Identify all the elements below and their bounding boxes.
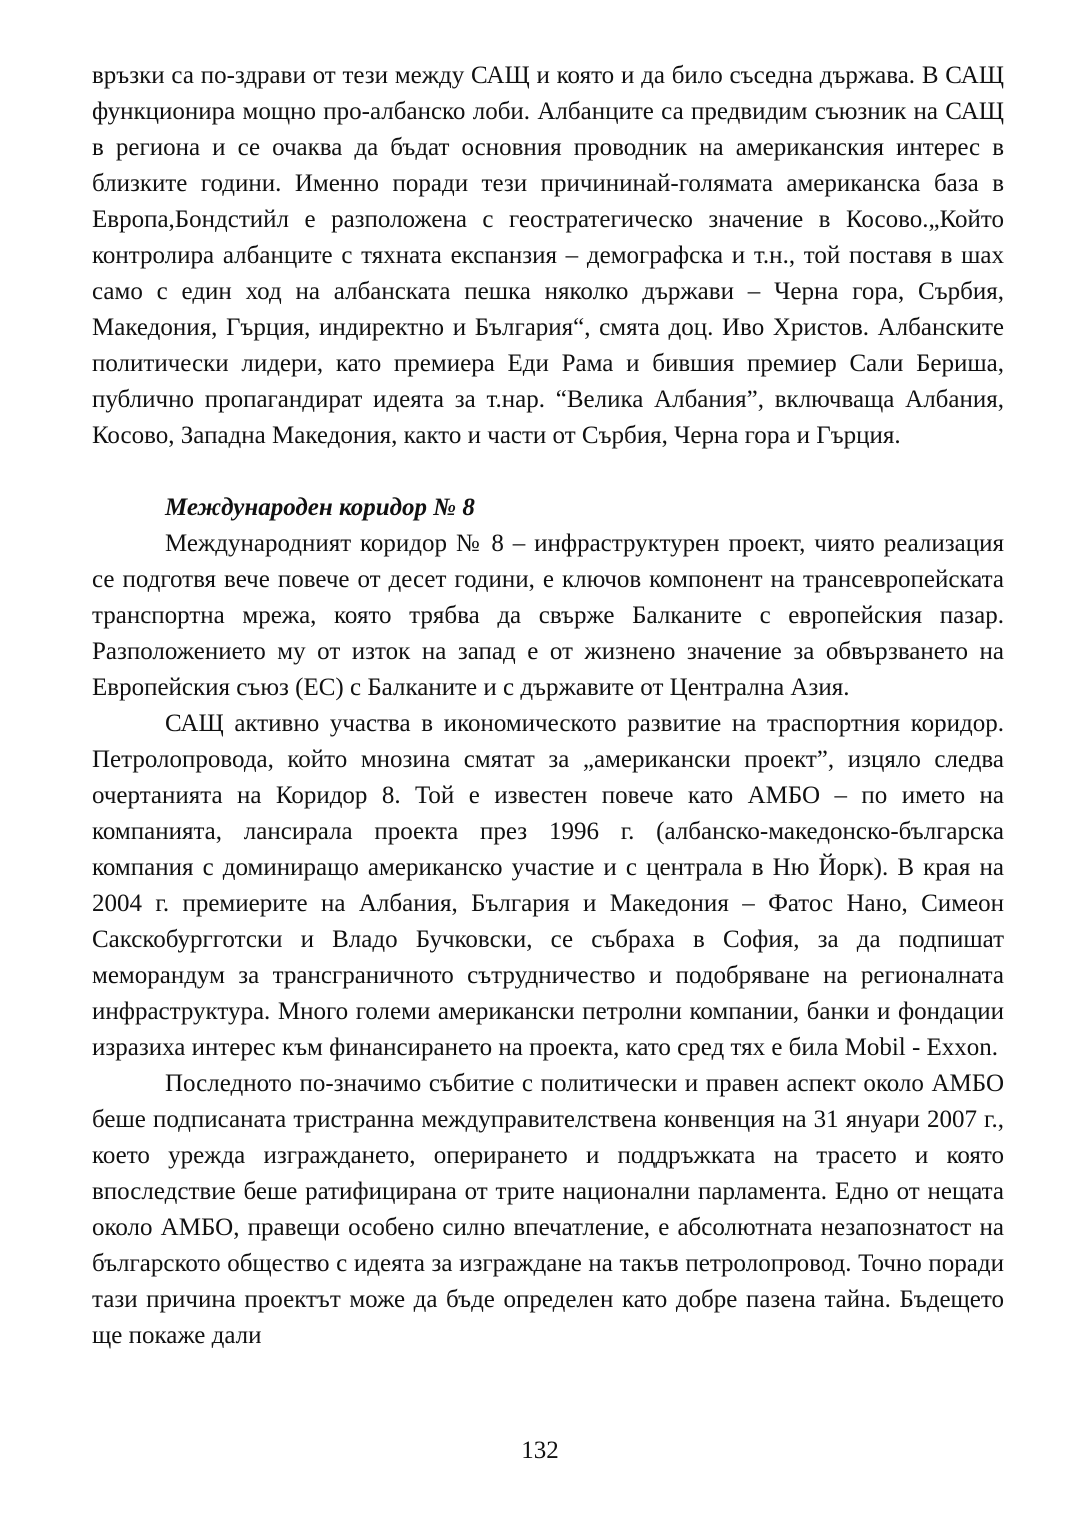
paragraph-corridor-intro: Международният коридор № 8 – инфраструктурен проект, чиято реализация се подготвя вече повече от десет години, е ключов компонент на трансевропейската транспортна мрежа, която трябва да свърже Балканите с европейския пазар. Разположението му от изток на запад е от жизнено значение за обвързването на Европейския съюз (ЕС) с Балканите и с държавите от Централна Азия. (92, 530, 1004, 701)
section-heading: Международен коридор № 8 (165, 494, 475, 521)
paragraph-albania-lobby: връзки са по-здрави от тези между САЩ и която и да било съседна държава. В САЩ функционира мощно про-албанско лоби. Албанците са предвидим съюзник на САЩ в региона и се очаква да бъдат основния проводник на американския интерес в близките години. Именно поради тези причининай-голямата американска база в Европа,Бондстийл е разположена с геостратегическо значение в Косово.„Който контролира албанците с тяхната експанзия – демографска и т.н., той поставя в шах само с един ход на албанската пешка няколко държави – Черна гора, Сърбия, Македония, Гърция, индиректно и България“, смята доц. Иво Христов. Албанските политически лидери, като премиера Еди Рама и бившия премиер Сали Бериша, публично пропагандират идеята за т.нар. “Велика Албания”, включваща Албания, Косово, Западна Македония, както и части от Сърбия, Черна гора и Гърция. (92, 62, 1004, 449)
paragraph-ambo-convention: Последното по-значимо събитие с политически и правен аспект около АМБО беше подписаната тристранна междуправителствена конвенция на 31 януари 2007 г., което урежда изграждането, опериранeто и поддръжката на трасето и която впоследствие беше ратифицирана от трите национални парламента. Едно от нещата около АМБО, правещи особено силно впечатление, е абсолютната незапознатост на българското общество с идеята за изграждане на такъв петролопровод. Точно поради тази причина проектът може да бъде определен като добре пазена тайна. Бъдещето ще покаже дали (92, 1070, 1004, 1349)
document-page (92, 58, 1004, 1354)
paragraph-ambo-pipeline: САЩ активно участва в икономическото развитие на траспортния коридор. Петролопровода, който мнозина смятат за „американски проект”, изцяло следва очертанията на Коридор 8. Той е известен повече като АМБО – по името на компанията, лансирала проекта през 1996 г. (албанско-македонско-българска компания с доминиращо американско участие и с централа в Ню Йорк). В края на 2004 г. премиерите на Албания, България и Македония – Фатос Нано, Симеон Сакскобургготски и Владо Бучковски, се събраха в София, за да подпишат меморандум за трансграничното сътрудничество и подобряване на регионалната инфраструктура. Много големи американски петролни компании, банки и фондации изразиха интерес към финансирането на проекта, като сред тях е била Mobil - Exxon. (92, 710, 1004, 1061)
page-number: 132 (521, 1437, 559, 1464)
